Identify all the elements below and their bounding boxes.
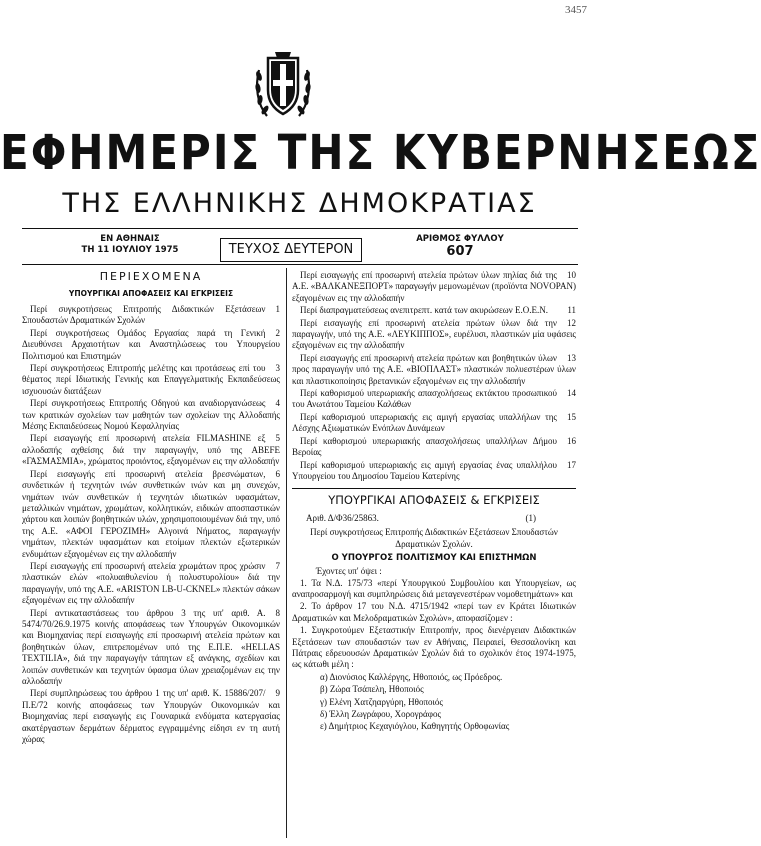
contents-item-page: 7 <box>275 560 280 571</box>
contents-item-text: Περί διαπραγματεύσεως ανεπιτρεπτ. κατά των ακυρώσεων Ε.Ο.Ε.Ν. <box>300 305 548 316</box>
contents-heading: ΠΕΡΙΕΧΟΜΕΝΑ <box>99 270 203 283</box>
contents-item-text: Περί εισαγωγής επί προσωρινή ατελεία πρώτων και βοηθητικών ύλων προς παραγωγήν υπό της Α.Ε. «ΒΙΟΠΛΑΣΤ» πλαστικών πολυεστέρων ύλων και πλαστικοποίησις βρετανικών εξαγομένων εις την αλλοδαπήν <box>292 352 576 386</box>
committee-member: β) Ζώρα Τσάπελη, Ηθοποιός <box>320 684 424 695</box>
contents-item-text: Περί αντικαταστάσεως του άρθρου 3 της υπ' αριθ. Α. 5474/70/26.9.1975 κοινής αποφάσεως των Υπουργών Οικονομικών και Βιομηχανίας περί εισαγωγής επί προσωρινή ατελεία πρώτων και βοηθητικών ύλων, επιτρεπομένων υπό της Ε.Π.Ε. «HELLAS TEXTILIA», διά την παραγωγήν τάπητων εξ ανάγκης, σχεδίων και λοιπών συνθετικών και τεχνητών ύφασμα ύλων χρειαζομένων εις την αλλοδαπήν <box>22 607 280 686</box>
page-number: 3457 <box>565 4 587 16</box>
decision-authority: Ο ΥΠΟΥΡΓΟΣ ΠΟΛΙΤΙΣΜΟΥ ΚΑΙ ΕΠΙΣΤΗΜΩΝ <box>331 553 537 564</box>
contents-left-list <box>22 304 280 745</box>
decision-ref-line <box>292 513 576 523</box>
contents-item <box>22 328 280 362</box>
contents-item-page: 3 <box>275 363 280 374</box>
right-column <box>292 270 576 734</box>
contents-item-page: 12 <box>567 317 576 328</box>
contents-item-page: 11 <box>567 305 576 316</box>
decision-having: Έχοντες υπ' όψει : <box>316 566 382 577</box>
decision-clause: 2. Το άρθρον 17 του Ν.Δ. 4715/1942 «περί των εν Κράτει Ιδιωτικών Δραματικών και Μελοδραματικών Σχολών», αποφασίζομεν : <box>292 601 576 623</box>
decision-clause: 1. Συγκροτούμεν Εξεταστικήν Επιτροπήν, προς διενέργειαν Διδακτικών Εξετάσεων των σπουδαστών των εν Αθήναις, Πειραιεί, Θεσσαλονίκη και Πάτραις εδρευουσών Δραματικών Σχολών διά το σχολικόν έτος 1974-1975, ως κάτωθι μέλη : <box>292 625 576 670</box>
sheet-label: ΑΡΙΘΜΟΣ ΦΥΛΛΟΥ <box>416 234 504 244</box>
committee-member: γ) Ελένη Χατζηαργύρη, Ηθοποιός <box>320 696 443 707</box>
masthead-rule <box>22 228 578 229</box>
decision-clause: 1. Τα Ν.Δ. 175/73 «περί Υπουργικού Συμβουλίου και Υπουργείων, ως αναπροσαρμογή και συμπληρώσεις διά μεταγενεστέρων νομοθετημάτων» και <box>292 577 576 599</box>
contents-item-page: 13 <box>567 352 576 363</box>
section-rule <box>292 488 576 489</box>
contents-item-text: Περί εισαγωγής επί προσωρινή ατελεία FILMASHINE εξ αλλοδαπής αχθείσης διά την παραγωγήν, υπό της ABEFE «ΓΑΣΜΑΣΜΙΑ», χρώματος προιόντος, εξαγομένων εις την αλλοδαπήν <box>22 433 280 467</box>
contents-item-text: Περί συγκροτήσεως Επιτροπής Διδακτικών Εξετάσεων Σπουδαστών Δραματικών Σχολών <box>22 304 266 326</box>
contents-item-page: 16 <box>567 435 576 446</box>
contents-item-text: Περί εισαγωγής επί προσωρινή ατελεία βρεσνώματων, συνδετικών ή τεχνητών ινών συνθετικών ινών και μη συνεχών, νημάτων ινών συνθετικών ή τεχνητών ιδιωτικών υφασμάτων, μεταλλικών νημάτων, χρωμάτων, κολλητικών, ειδικών αποσπαστικών χάρτου και λοιπών βοηθητικών υλών, χρησιμοποιουμένων διά την, υπό της Α.Ε. «ΑΦΟΙ ΓΕΡΟΖΙΜΗ» Αλγοινά Νήματος, παραγωγήν νημάτων, πλεκτών υφασμάτων και ετοίμων πλεκτών εξωτερικών ενδυμάτων εξαγομένων εις την αλλοδαπήν <box>22 468 280 559</box>
committee-member: δ) Έλλη Ζωγράφου, Χορογράφος <box>320 709 442 719</box>
contents-item-page: 8 <box>275 607 280 618</box>
issue-date: ΤΗ 11 ΙΟΥΛΙΟΥ 1975 <box>81 245 179 255</box>
contents-item-text: Περί εισαγωγής επί προσωρινή ατελεία πρώτων ύλων διά την παραγωγήν, υπό της Α.Ε. «ΛΕΥΚΙΠΠΟΣ», ευρέλυσι, πλαστικών μία υφάσεις εξαγομένων εις την αλλοδαπήν <box>292 317 576 351</box>
contents-item <box>22 688 280 745</box>
masthead-title: ΕΦΗΜΕΡΙΣ ΤΗΣ ΚΥΒΕΡΝΗΣΕΩΣ <box>0 124 761 181</box>
contents-item-page: 5 <box>275 433 280 444</box>
contents-item-text: Περί συμπληρώσεως του άρθρου 1 της υπ' αριθ. Κ. 15886/207/Π.Ε/72 κοινής αποφάσεως των Υπουργών Οικονομικών και Βιομηχανίας περί εισαγωγής εις Γουναρικά ενδύματα κατεργασίας ακατέργαστων δερμάτων δέρματος εγγραμμένης είδησι εν τη αυτή χώρας <box>22 688 280 745</box>
contents-right-list <box>292 270 576 482</box>
contents-item <box>22 469 280 560</box>
contents-item-page: 15 <box>567 411 576 422</box>
contents-item <box>292 460 576 483</box>
contents-item-page: 10 <box>567 270 576 280</box>
contents-item-page: 6 <box>275 468 280 479</box>
decision-members <box>312 672 576 733</box>
sheet-number: 607 <box>446 244 474 259</box>
committee-member: ε) Δημήτριος Κεχαγιόγλου, Καθηγητής Ορθοφωνίας <box>320 721 510 732</box>
contents-item-text: Περί καθορισμού υπερωριακής εις αμιγή εργασίας υπαλλήλων της Λέσχης Αξιωματικών Ενόπλων Δυνάμεων <box>292 411 557 434</box>
contents-item <box>22 304 280 327</box>
decision-ref: Αριθ. Δ/Φ36/25863. <box>306 513 379 524</box>
contents-item <box>292 436 576 459</box>
contents-item <box>292 270 576 304</box>
decision-heading: ΥΠΟΥΡΓΙΚΑΙ ΑΠΟΦΑΣΕΙΣ & ΕΓΚΡΙΣΕΙΣ <box>328 493 540 508</box>
contents-item-text: Περί συγκροτήσεως Επιτροπής μελέτης και προτάσεως επί του θέματος περί Ιδιωτικής Γενικής και Επαγγελματικής Εκπαιδεύσεως ισχυουσών διατάξεων <box>22 363 280 396</box>
decision-title: Περί συγκροτήσεως Επιτροπής Διδακτικών Εξετάσεων Σπουδαστών Δραματικών Σχολών. <box>310 527 558 549</box>
contents-item <box>292 305 576 316</box>
left-column <box>22 270 280 746</box>
contents-item-text: Περί συγκροτήσεως Ομάδος Εργασίας παρά τη Γενική Διευθύνσει Αρχαιοτήτων και Αναστηλώσεως του Υπουργείου Πολιτισμού και Επιστημών <box>22 327 280 361</box>
contents-item-page: 2 <box>275 327 280 338</box>
contents-item-page: 17 <box>567 459 576 470</box>
contents-item <box>292 412 576 435</box>
contents-item <box>22 561 280 607</box>
issue-place: ΕΝ ΑΘΗΝΑΙΣ <box>100 234 160 244</box>
contents-item-text: Περί συγκροτήσεως Επιτροπής Οδηγού και αναδιοργανώσεως των κρατικών σχολείων των μαθητών των σχολείων της Αλλοδαπής Μέσης Εκπαιδεύσεως Νομού Κεφαλληνίας <box>22 398 280 432</box>
decision-clauses <box>292 578 576 671</box>
contents-item <box>292 353 576 387</box>
contents-item <box>22 398 280 432</box>
issue-sheet <box>400 234 520 259</box>
contents-item-text: Περί καθορισμού υπερωριακής απασχολήσεως εκτάκτου προσωπικού του Ανωτάτου Ταμείου Καλάθων <box>292 388 557 410</box>
issue-place-date <box>60 234 200 256</box>
masthead-subtitle: ΤΗΣ ΕΛΛΗΝΙΚΗΣ ΔΗΜΟΚΡΑΤΙΑΣ <box>62 188 537 219</box>
contents-item-page: 14 <box>567 388 576 399</box>
decision-ref-number: (1) <box>525 513 536 524</box>
contents-item <box>22 363 280 397</box>
column-divider <box>286 268 287 838</box>
contents-item-page: 1 <box>275 304 280 314</box>
contents-item-page: 4 <box>275 398 280 409</box>
contents-item <box>22 608 280 688</box>
contents-item <box>22 433 280 467</box>
issue-rule <box>22 264 578 265</box>
contents-item <box>292 318 576 352</box>
contents-item <box>292 388 576 411</box>
committee-member: α) Διονύσιος Καλλέργης, Ηθοποιός, ως Πρόεδρος. <box>320 671 503 682</box>
contents-item-text: Περί καθορισμού υπερωριακής απασχολήσεως υπαλλήλων Δήμου Βεροίας <box>292 435 557 458</box>
issue-volume: ΤΕΥΧΟΣ ΔΕΥΤΕΡΟΝ <box>220 238 362 262</box>
contents-item-page: 9 <box>275 688 280 699</box>
contents-subheading: ΥΠΟΥΡΓΙΚΑΙ ΑΠΟΦΑΣΕΙΣ ΚΑΙ ΕΓΚΡΙΣΕΙΣ <box>68 289 234 298</box>
contents-item-text: Περί εισαγωγής επί προσωρινή ατελεία πρώτων ύλων πηλίας διά της Α.Ε. «ΒΑΛΚΑΝΕΞΠΟΡΤ» παραγωγήν μεμονωμένων (προϊόντα NOVOPAN) εξαγομένων εις την αλλοδαπήν <box>292 270 576 303</box>
coat-of-arms-icon <box>253 50 313 122</box>
contents-item-text: Περί καθορισμού υπερωριακής εις αμιγή εργασίας ένας υπαλλήλου Υπουργείου του Δημοσίου Ταμείου Κατερίνης <box>292 459 557 481</box>
contents-item-text: Περί εισαγωγής επί προσωρινή ατελεία χρωμάτων προς χρώσιν πλαστικών ελών «πολυαιθυλενίου ή πολυστυρολίου» διά την παραγωγήν, υπό της Α.Ε. «ARISTON LB-U-CKNEL» πλεκτών σάκων εξαγομένων εις την αλλοδαπήν <box>22 560 280 606</box>
